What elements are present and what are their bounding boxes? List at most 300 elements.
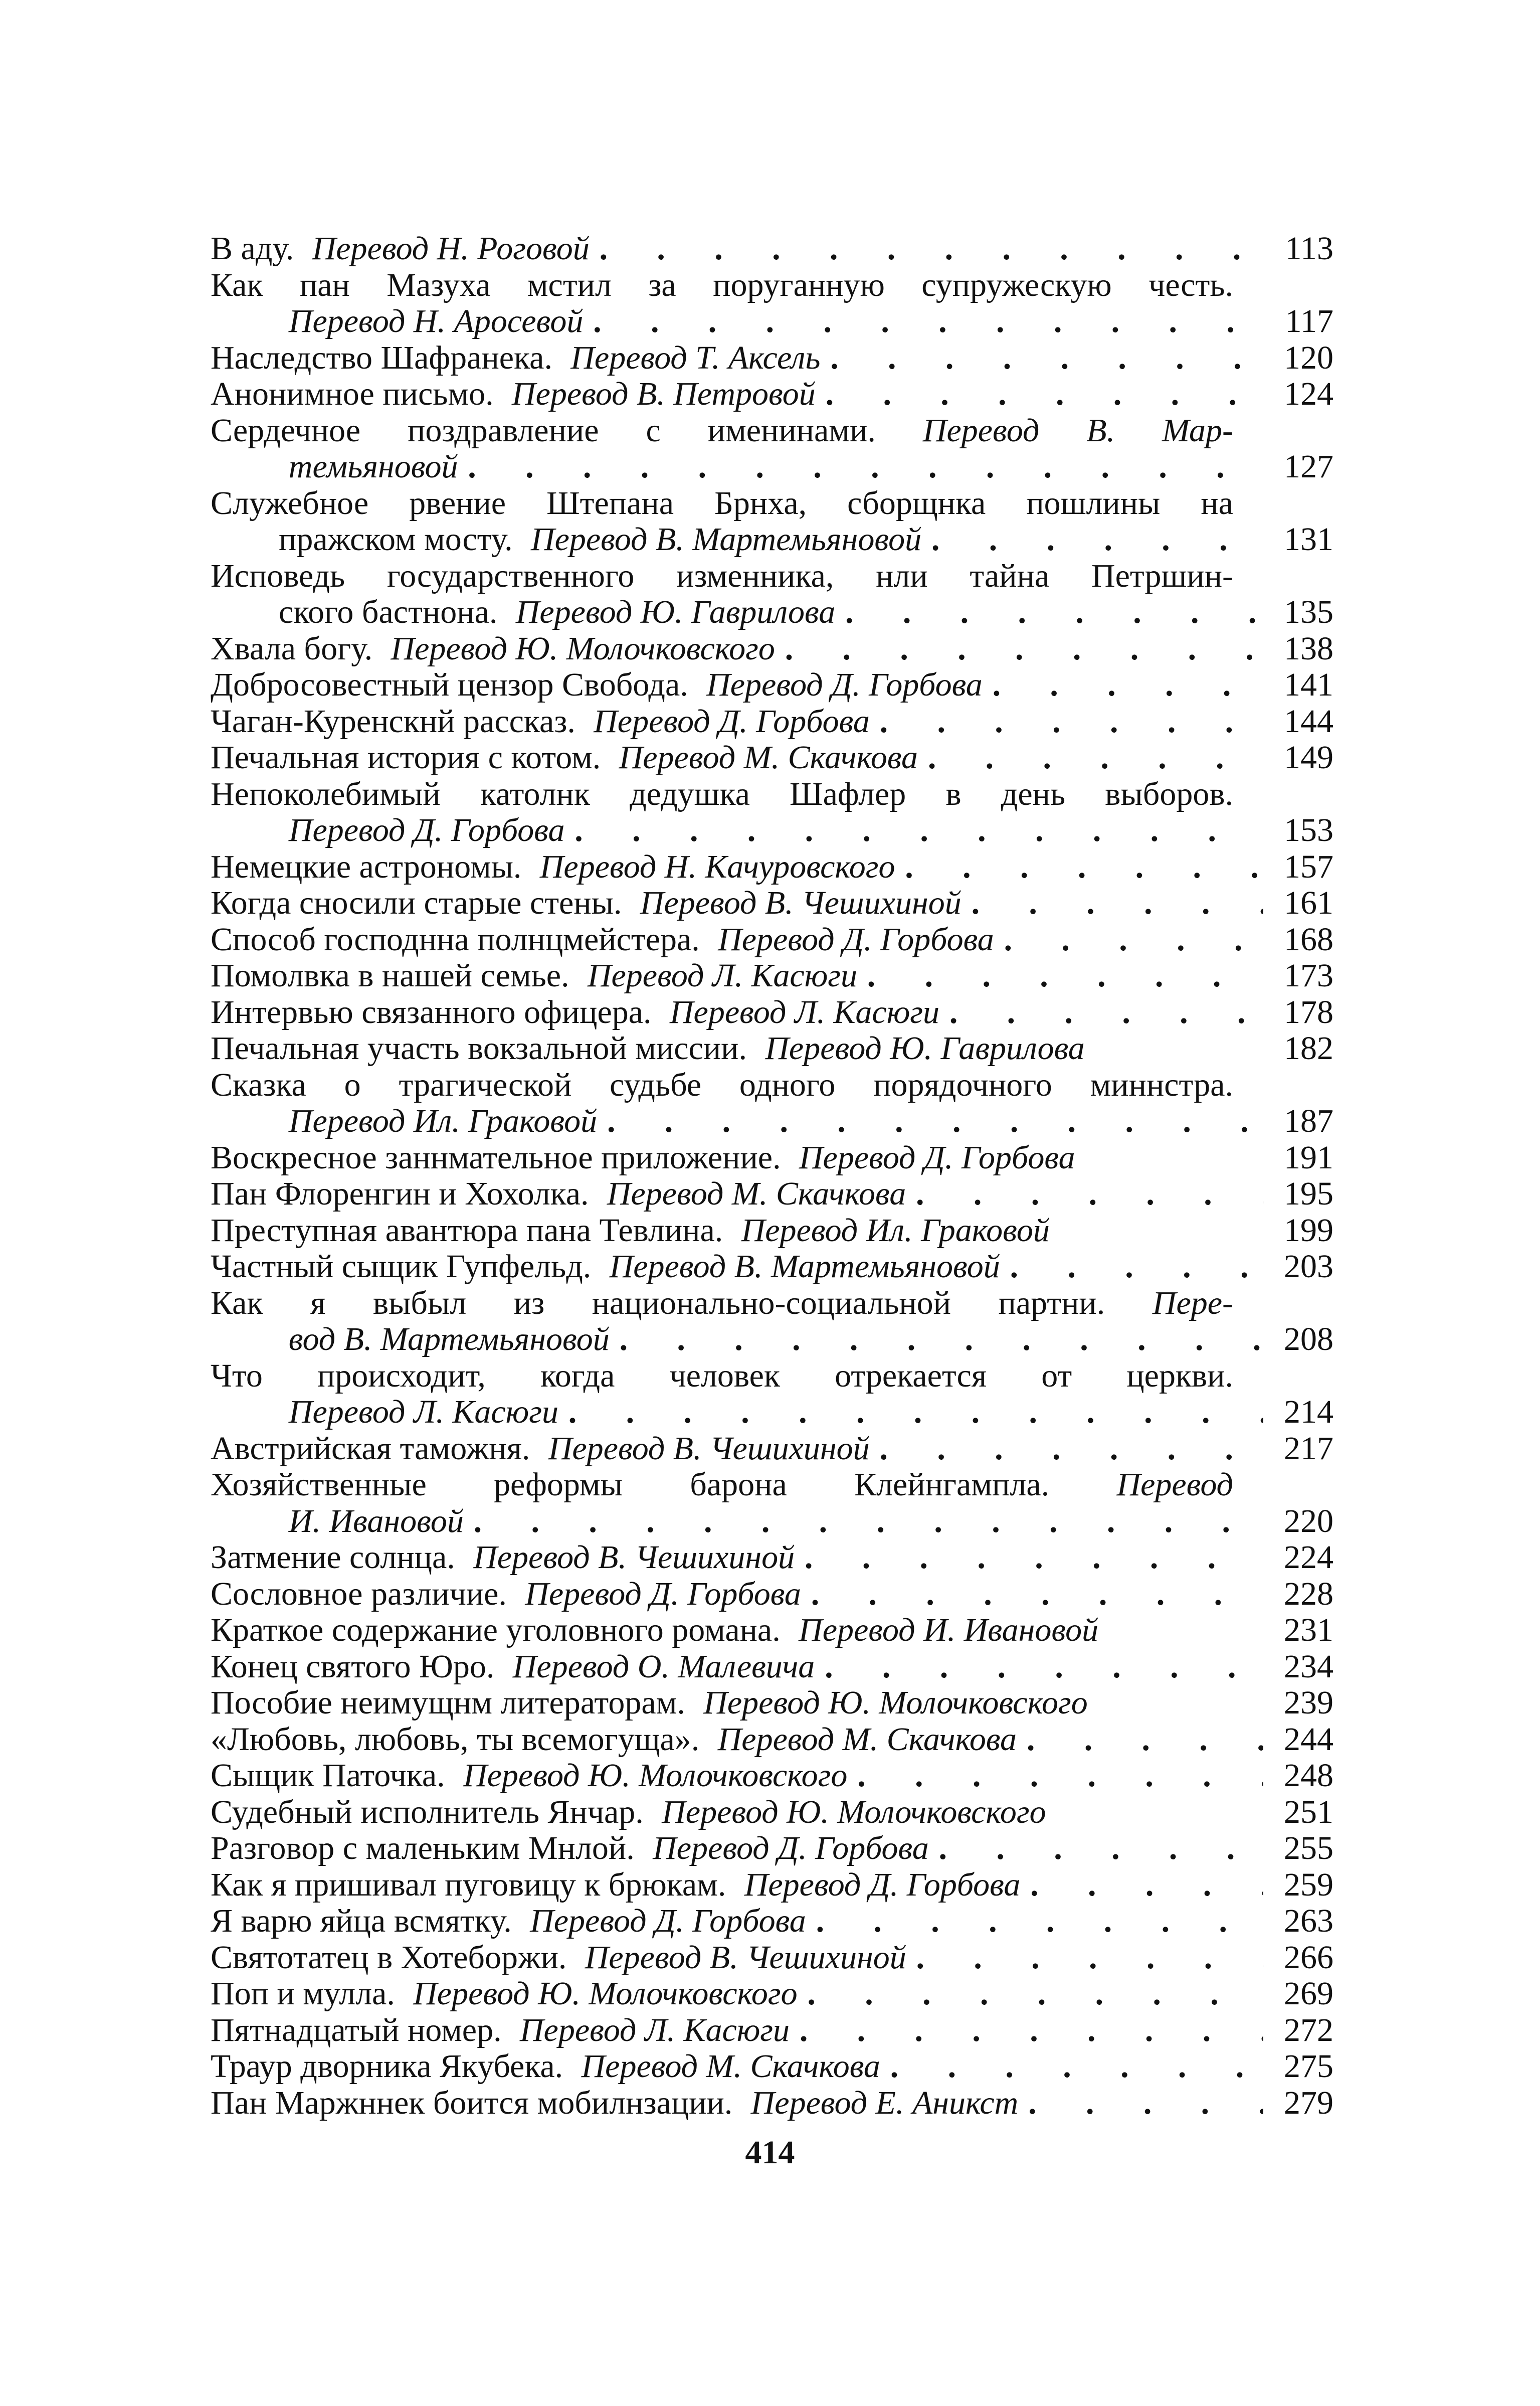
page-ref: 217	[1284, 1430, 1333, 1467]
page-number: 414	[745, 2134, 795, 2171]
translator-credit: Перевод Н. Роговой	[312, 230, 590, 267]
page-ref: 231	[1284, 1612, 1333, 1648]
page-ref: 272	[1284, 2011, 1333, 2048]
dot-leader	[583, 303, 1263, 340]
toc-entry	[211, 1867, 1333, 1904]
translator-credit: И. Ивановой	[288, 1502, 464, 1539]
toc-entry	[211, 485, 1333, 558]
toc-entry	[211, 267, 1333, 340]
page-ref: 138	[1284, 630, 1333, 667]
translator-credit: Перевод Ю. Молочковского	[463, 1757, 848, 1794]
toc-entry	[211, 376, 1333, 413]
page-ref: 124	[1284, 376, 1333, 412]
dot-leader	[558, 1394, 1263, 1431]
toc-line-body	[279, 1503, 464, 1540]
dot-leader	[798, 1976, 1263, 2012]
toc-line-body	[211, 631, 775, 667]
toc-line	[211, 1431, 1333, 1467]
toc-line	[211, 776, 1333, 813]
toc-entry	[211, 1758, 1333, 1794]
page-ref: 208	[1284, 1321, 1333, 1357]
dot-leader	[1018, 2085, 1263, 2122]
dot-leader	[1020, 1867, 1263, 1904]
story-title: Когда сносили старые стены.	[211, 885, 622, 921]
translator-credit: Перевод Ю. Молочковского	[703, 1684, 1088, 1721]
translator-credit: Перевод М. Скачкова	[607, 1175, 906, 1212]
toc-line	[211, 1794, 1333, 1831]
toc-line-body	[211, 558, 1233, 595]
toc-entry	[211, 1539, 1333, 1576]
story-title: «Любовь, любовь, ты всемогуща».	[211, 1721, 700, 1758]
story-title: Наследство Шафранека.	[211, 339, 552, 376]
translator-credit: Перевод В. Чешихиной	[473, 1539, 795, 1576]
dot-leader	[939, 994, 1263, 1031]
toc-line	[211, 1176, 1333, 1213]
story-title: Конец святого Юро.	[211, 1648, 495, 1685]
dot-leader	[906, 1176, 1263, 1213]
translator-credit: Перевод Т. Аксель	[570, 339, 821, 376]
toc-line	[211, 231, 1333, 267]
page-ref: 135	[1284, 594, 1333, 630]
toc-entry	[211, 1030, 1333, 1067]
toc-line-body	[211, 922, 994, 958]
translator-credit: Перевод Л. Касюги	[519, 2011, 790, 2048]
page-ref: 228	[1284, 1575, 1333, 1612]
page-ref: 173	[1284, 957, 1333, 994]
dot-leader	[806, 1903, 1263, 1940]
page-ref: 214	[1284, 1394, 1333, 1430]
translator-credit: Перевод В. Мартемьяновой	[530, 521, 922, 558]
page-ref: 275	[1284, 2048, 1333, 2085]
toc-entry	[211, 1176, 1333, 1213]
toc-line-body	[211, 1830, 929, 1867]
toc-entry	[211, 1249, 1333, 1285]
toc-line-body	[211, 340, 820, 377]
story-title: Как я пришивал пуговицу к брюкам.	[211, 1866, 726, 1903]
toc-line-body	[211, 1176, 906, 1213]
toc-line	[211, 413, 1333, 449]
toc-line	[211, 740, 1333, 776]
toc-line-body	[211, 667, 983, 704]
translator-credit: темьяновой	[288, 448, 458, 485]
toc-line-body	[211, 231, 590, 267]
story-title: ского бастнона.	[279, 594, 498, 630]
toc-line-body	[211, 958, 857, 994]
dot-leader	[816, 376, 1263, 413]
toc-line	[211, 376, 1333, 413]
toc-entry	[211, 2012, 1333, 2049]
dot-leader	[458, 449, 1263, 485]
toc-line	[211, 1539, 1333, 1576]
toc-line	[211, 849, 1333, 886]
toc-line	[211, 1940, 1333, 1976]
toc-entry	[211, 1903, 1333, 1940]
page-ref: 279	[1284, 2084, 1333, 2121]
story-title: Непоколебимый католнк дедушка Шафлер в день выборов.	[211, 775, 1233, 812]
page-ref: 251	[1284, 1793, 1333, 1830]
story-title: Воскресное заннмательное приложение.	[211, 1139, 781, 1176]
toc-line-body	[211, 1685, 1088, 1722]
toc-line	[211, 1030, 1333, 1067]
story-title: Затмение солнца.	[211, 1539, 455, 1576]
toc-line	[211, 303, 1333, 340]
toc-line-body	[211, 1431, 870, 1467]
dot-leader	[835, 594, 1263, 631]
dot-leader	[597, 1103, 1263, 1140]
dot-leader	[870, 1431, 1263, 1467]
page-ref: 203	[1284, 1248, 1333, 1285]
table-of-contents	[211, 231, 1333, 2121]
story-title: Способ господнна полнцмейстера.	[211, 921, 700, 958]
toc-line-body	[211, 849, 895, 886]
story-title: Преступная авантюра пана Тевлина.	[211, 1212, 723, 1249]
page-ref: 178	[1284, 993, 1333, 1030]
page-ref: 149	[1284, 739, 1333, 776]
toc-line-body	[279, 449, 458, 485]
story-title: Хозяйственные реформы барона Клейнгампла.	[211, 1466, 1050, 1503]
toc-line	[211, 704, 1333, 740]
page-ref: 220	[1284, 1502, 1333, 1539]
toc-line	[211, 1867, 1333, 1904]
page-ref: 263	[1284, 1903, 1333, 1939]
story-title: Помолвка в нашей семье.	[211, 957, 569, 994]
toc-entry	[211, 1140, 1333, 1176]
story-title: Частный сыщик Гупфельд.	[211, 1248, 592, 1285]
toc-entry	[211, 1612, 1333, 1649]
story-title: Сыщик Паточка.	[211, 1757, 445, 1794]
toc-line	[211, 1976, 1333, 2012]
story-title: Сословное различие.	[211, 1575, 507, 1612]
toc-line-body	[211, 1976, 798, 2012]
toc-line-body	[211, 704, 870, 740]
story-title: Сказка о трагической судьбе одного порядочного миннстра.	[211, 1066, 1233, 1103]
page-ref: 131	[1284, 521, 1333, 558]
toc-line-body	[279, 1321, 610, 1358]
toc-line-body	[211, 2085, 1018, 2122]
toc-line	[211, 1685, 1333, 1722]
toc-line	[211, 1576, 1333, 1613]
toc-line-body	[211, 267, 1233, 304]
story-title: Святотатец в Хотеборжи.	[211, 1939, 567, 1976]
page-ref: 113	[1285, 230, 1333, 267]
toc-entry	[211, 2085, 1333, 2122]
dot-leader	[564, 812, 1263, 849]
translator-credit: Перевод Д. Горбова	[744, 1866, 1021, 1903]
story-title: Траур дворника Якубека.	[211, 2048, 563, 2085]
toc-line	[211, 1103, 1333, 1140]
toc-line-body	[211, 1758, 847, 1794]
toc-line	[211, 1830, 1333, 1867]
page-ref: 187	[1284, 1103, 1333, 1139]
toc-line-body	[211, 376, 816, 413]
translator-credit: Перевод И. Ивановой	[799, 1612, 1099, 1648]
translator-credit: Перевод М. Скачкова	[619, 739, 918, 776]
translator-credit: Перевод В. Мартемьяновой	[609, 1248, 1000, 1285]
page-ref: 182	[1284, 1030, 1333, 1067]
translator-credit: Перевод Ил. Граковой	[741, 1212, 1050, 1249]
dot-leader	[983, 667, 1263, 704]
toc-entry	[211, 1685, 1333, 1722]
toc-line-body	[211, 1030, 1085, 1067]
translator-credit: Перевод Ю. Молочковского	[391, 630, 775, 667]
toc-entry	[211, 958, 1333, 994]
toc-line	[211, 1722, 1333, 1758]
toc-line	[211, 594, 1333, 631]
page-ref: 239	[1284, 1684, 1333, 1721]
toc-entry	[211, 1649, 1333, 1685]
story-title: Краткое содержание уголовного романа.	[211, 1612, 781, 1648]
toc-line-body	[211, 1358, 1233, 1395]
dot-leader	[906, 1940, 1263, 1976]
toc-line	[211, 1140, 1333, 1176]
page-ref: 191	[1284, 1139, 1333, 1176]
dot-leader	[870, 704, 1263, 740]
page-ref: 141	[1284, 666, 1333, 703]
toc-entry	[211, 740, 1333, 776]
toc-line-body	[211, 485, 1233, 522]
toc-line	[211, 522, 1333, 558]
translator-credit: Перевод В. Мар-	[922, 412, 1234, 449]
toc-line	[211, 812, 1333, 849]
page-ref: 195	[1284, 1175, 1333, 1212]
story-title: Поп и мулла.	[211, 1975, 395, 2012]
story-title: Пособие неимущнм литераторам.	[211, 1684, 685, 1721]
translator-credit: Перевод Д. Горбова	[288, 812, 565, 848]
toc-line	[211, 1394, 1333, 1431]
story-title: Австрийская таможня.	[211, 1430, 530, 1467]
toc-line-body	[211, 1213, 1050, 1249]
translator-credit: Перевод	[1116, 1466, 1233, 1503]
toc-line-body	[211, 885, 961, 922]
toc-entry	[211, 231, 1333, 267]
dot-leader	[847, 1758, 1263, 1794]
story-title: Судебный исполнитель Янчар.	[211, 1793, 644, 1830]
translator-credit: Перевод Л. Касюги	[587, 957, 857, 994]
dot-leader	[857, 958, 1263, 994]
toc-entry	[211, 1722, 1333, 1758]
translator-credit: Перевод М. Скачкова	[581, 2048, 880, 2085]
toc-line-body	[211, 1649, 815, 1685]
toc-entry	[211, 1358, 1333, 1431]
page-ref: 127	[1284, 448, 1333, 485]
toc-line-body	[211, 1576, 801, 1613]
toc-line-body	[211, 1285, 1233, 1322]
toc-line	[211, 1285, 1333, 1322]
dot-leader	[590, 231, 1263, 267]
toc-line	[211, 2085, 1333, 2122]
dot-leader	[815, 1649, 1263, 1685]
toc-line-body	[211, 1940, 906, 1976]
toc-line-body	[279, 812, 564, 849]
toc-line-body	[279, 594, 835, 631]
toc-entry	[211, 1576, 1333, 1613]
story-title: Пан Флоренгин и Хохолка.	[211, 1175, 589, 1212]
page-ref: 144	[1284, 703, 1333, 740]
toc-line-body	[211, 1067, 1233, 1104]
story-title: Добросовестный цензор Свобода.	[211, 666, 688, 703]
toc-line-body	[211, 1140, 1075, 1176]
dot-leader	[1000, 1249, 1263, 1285]
story-title: В аду.	[211, 230, 294, 267]
translator-credit: Перевод М. Скачкова	[717, 1721, 1017, 1758]
toc-line-body	[211, 413, 1233, 449]
dot-leader	[801, 1576, 1263, 1613]
toc-line-body	[211, 1249, 1000, 1285]
translator-credit: Перевод Ю. Молочковского	[413, 1975, 798, 2012]
toc-line	[211, 449, 1333, 485]
toc-line	[211, 2048, 1333, 2085]
toc-line	[211, 1503, 1333, 1540]
translator-credit: Перевод В. Петровой	[511, 376, 816, 412]
translator-credit: Перевод Д. Горбова	[530, 1903, 806, 1939]
translator-credit: Пере-	[1152, 1284, 1234, 1321]
story-title: Разговор с маленьким Мнлой.	[211, 1830, 635, 1866]
toc-line	[211, 558, 1333, 595]
toc-line	[211, 885, 1333, 922]
toc-entry	[211, 1794, 1333, 1831]
toc-entry	[211, 1467, 1333, 1539]
toc-line-body	[279, 303, 583, 340]
translator-credit: вод В. Мартемьяновой	[288, 1321, 610, 1357]
story-title: Пятнадцатый номер.	[211, 2011, 502, 2048]
translator-credit: Перевод Ю. Гаврилова	[765, 1030, 1085, 1067]
toc-line-body	[279, 522, 921, 558]
toc-line	[211, 1649, 1333, 1685]
toc-entry	[211, 776, 1333, 849]
translator-credit: Перевод Е. Аникст	[750, 2084, 1019, 2121]
toc-entry	[211, 885, 1333, 922]
translator-credit: Перевод Л. Касюги	[288, 1394, 558, 1430]
toc-line	[211, 2012, 1333, 2049]
toc-line-body	[211, 1903, 806, 1940]
translator-credit: Перевод Д. Горбова	[718, 921, 994, 958]
toc-entry	[211, 667, 1333, 704]
toc-entry	[211, 1285, 1333, 1358]
translator-credit: Перевод О. Малевича	[512, 1648, 815, 1685]
toc-entry	[211, 558, 1333, 631]
story-title: Как я выбыл из национально-социальной партни.	[211, 1284, 1105, 1321]
story-title: Что происходит, когда человек отрекается от церкви.	[211, 1357, 1233, 1394]
translator-credit: Перевод В. Чешихиной	[548, 1430, 870, 1467]
toc-entry	[211, 631, 1333, 667]
story-title: Исповедь государственного изменника, нли тайна Петршин-	[211, 557, 1233, 594]
story-title: Сердечное поздравление с именинами.	[211, 412, 876, 449]
page-ref: 199	[1284, 1212, 1333, 1249]
dot-leader	[994, 922, 1263, 958]
toc-entry	[211, 1067, 1333, 1140]
dot-leader	[775, 631, 1263, 667]
toc-entry	[211, 2048, 1333, 2085]
dot-leader	[880, 2048, 1263, 2085]
toc-line-body	[211, 1612, 1098, 1649]
toc-line	[211, 1467, 1333, 1503]
toc-line	[211, 267, 1333, 304]
toc-line	[211, 1903, 1333, 1940]
dot-leader	[790, 2012, 1263, 2049]
story-title: Служебное рвение Штепана Брнха, сборщнка пошлины на	[211, 484, 1233, 522]
story-title: Интервью связанного офицера.	[211, 993, 652, 1030]
toc-line	[211, 1321, 1333, 1358]
story-title: Чаган-Куренскнй рассказ.	[211, 703, 575, 740]
toc-entry	[211, 413, 1333, 485]
translator-credit: Перевод Л. Касюги	[669, 993, 940, 1030]
toc-line	[211, 340, 1333, 377]
toc-line-body	[279, 1394, 558, 1431]
toc-line-body	[211, 1794, 1046, 1831]
toc-line	[211, 958, 1333, 994]
toc-entry	[211, 922, 1333, 958]
page-ref: 153	[1284, 812, 1333, 848]
dot-leader	[464, 1503, 1263, 1540]
toc-line-body	[211, 1722, 1017, 1758]
translator-credit: Перевод Д. Горбова	[799, 1139, 1075, 1176]
story-title: Пан Маржннек боится мобилнзации.	[211, 2084, 733, 2121]
toc-entry	[211, 1431, 1333, 1467]
dot-leader	[961, 885, 1263, 922]
translator-credit: Перевод Н. Качуровского	[539, 848, 895, 885]
translator-credit: Перевод Д. Горбова	[525, 1575, 801, 1612]
dot-leader	[921, 522, 1263, 558]
story-title: Печальная участь вокзальной миссии.	[211, 1030, 747, 1067]
dot-leader	[820, 340, 1263, 377]
toc-line	[211, 1758, 1333, 1794]
toc-line	[211, 922, 1333, 958]
toc-line-body	[211, 1539, 795, 1576]
page-ref: 266	[1284, 1939, 1333, 1976]
toc-line	[211, 631, 1333, 667]
page-ref: 168	[1284, 921, 1333, 958]
dot-leader	[929, 1830, 1263, 1867]
story-title: Я варю яйца всмятку.	[211, 1903, 512, 1939]
page-ref: 244	[1284, 1721, 1333, 1758]
translator-credit: Перевод В. Чешихиной	[640, 885, 961, 921]
toc-line	[211, 1067, 1333, 1104]
page-ref: 117	[1285, 303, 1333, 339]
toc-line-body	[211, 994, 939, 1031]
page-ref: 259	[1284, 1866, 1333, 1903]
translator-credit: Перевод Ил. Граковой	[288, 1103, 598, 1139]
toc-entry	[211, 1976, 1333, 2012]
dot-leader	[895, 849, 1264, 886]
toc-line-body	[211, 1867, 1020, 1904]
translator-credit: Перевод Ю. Молочковского	[662, 1793, 1046, 1830]
page-ref: 224	[1284, 1539, 1333, 1576]
toc-line	[211, 1249, 1333, 1285]
toc-line	[211, 485, 1333, 522]
toc-line-body	[211, 740, 918, 776]
page-ref: 255	[1284, 1830, 1333, 1866]
toc-line-body	[211, 776, 1233, 813]
dot-leader	[795, 1539, 1263, 1576]
toc-entry	[211, 1940, 1333, 1976]
toc-line	[211, 667, 1333, 704]
story-title: Анонимное письмо.	[211, 376, 494, 412]
translator-credit: Перевод Н. Аросевой	[288, 303, 584, 339]
story-title: Печальная история с котом.	[211, 739, 601, 776]
toc-line	[211, 1612, 1333, 1649]
page-ref: 161	[1284, 885, 1333, 921]
dot-leader	[918, 740, 1263, 776]
page-ref: 248	[1284, 1757, 1333, 1794]
toc-entry	[211, 1213, 1333, 1249]
toc-entry	[211, 704, 1333, 740]
story-title: Как пан Мазуха мстил за поруганную супружескую честь.	[211, 266, 1233, 303]
dot-leader	[1017, 1722, 1263, 1758]
toc-line-body	[211, 2012, 790, 2049]
page-ref: 120	[1284, 339, 1333, 376]
toc-line	[211, 994, 1333, 1031]
translator-credit: Перевод В. Чешихиной	[585, 1939, 906, 1976]
